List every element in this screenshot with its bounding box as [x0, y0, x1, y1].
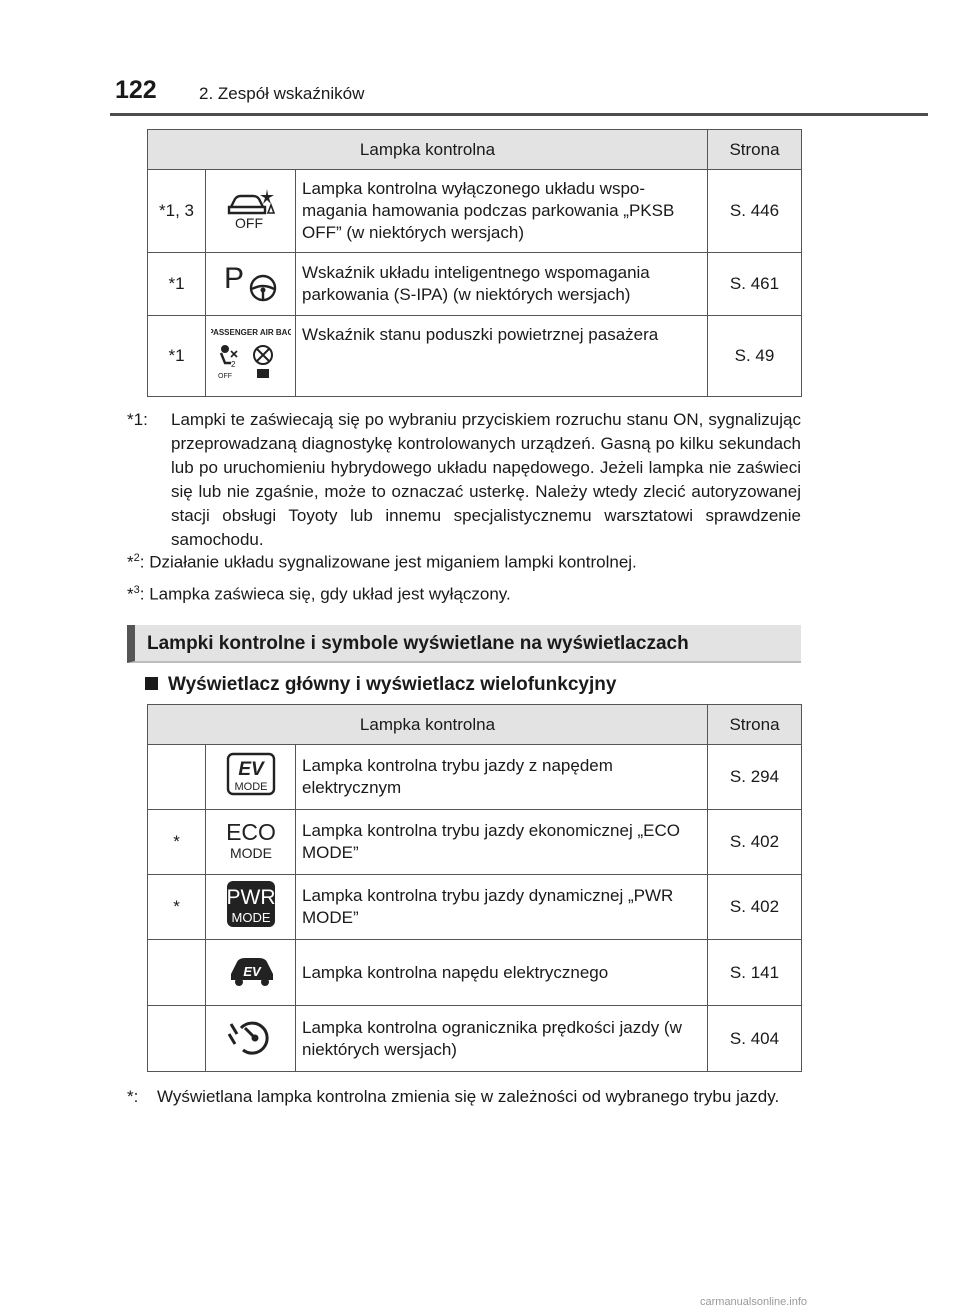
page-number: 122 — [115, 76, 157, 104]
lamp-description: Lampka kontrolna wyłączonego układu wspo-magania hamowania podczas parkowania „PKSB OFF” (w niektórych wersjach) — [296, 170, 708, 253]
eco-mode-icon — [206, 810, 296, 875]
column-header-lamp: Lampka kontrolna — [148, 130, 708, 170]
footnote-mark: *1, 3 — [148, 170, 206, 253]
table-row — [148, 170, 802, 253]
page-reference: S. 294 — [708, 745, 802, 810]
footnote-mode — [127, 1085, 801, 1109]
subsection-title: Wyświetlacz główny i wyświetlacz wielofunkcyjny — [168, 674, 617, 695]
footnote-3: *$^3$: Lampka zaświeca się, gdy układ jest wyłączony. — [127, 584, 511, 604]
airbag-label: PASSENGER AIR BAG — [210, 328, 291, 337]
lamp-description: Lampka kontrolna ogranicznika prędkości jazdy (w niektórych wersjach) — [296, 1006, 708, 1072]
page-reference: S. 402 — [708, 810, 802, 875]
footnote-mark: *1 — [148, 253, 206, 316]
indicator-table-2 — [147, 704, 802, 1072]
footnote-mark: *1: — [127, 410, 148, 429]
footnote-text: : Działanie układu sygnalizowane jest miganiem lampki kontrolnej. — [139, 552, 637, 572]
footnote-mark — [148, 940, 206, 1006]
section-title: Lampki kontrolne i symbole wyświetlane na wyświetlaczach — [147, 633, 689, 654]
table-row — [148, 253, 802, 316]
lamp-description: Lampka kontrolna napędu elektrycznego — [296, 940, 708, 1006]
airbag-off-label: OFF — [217, 373, 232, 380]
svg-text:MODE: MODE — [231, 910, 270, 925]
page-reference: S. 141 — [708, 940, 802, 1006]
lamp-description: Lampka kontrolna trybu jazdy ekonomicznej „ECO MODE” — [296, 810, 708, 875]
ev-mode-icon — [206, 745, 296, 810]
table-row — [148, 940, 802, 1006]
footnote-mark: *1 — [148, 316, 206, 397]
footnote-mark: * — [148, 875, 206, 940]
column-header-lamp: Lampka kontrolna — [148, 705, 708, 745]
pksb-off-label: OFF — [234, 215, 263, 231]
square-bullet-icon — [145, 677, 158, 690]
svg-text:ECO: ECO — [225, 819, 276, 845]
svg-text:2: 2 — [230, 360, 235, 369]
subsection-heading — [145, 674, 616, 696]
column-header-page: Strona — [708, 130, 802, 170]
lamp-description: Lampka kontrolna trybu jazdy z napędem elektrycznym — [296, 745, 708, 810]
s-ipa-parking-icon — [206, 253, 296, 316]
svg-text:MODE: MODE — [234, 781, 267, 793]
page-reference: S. 49 — [708, 316, 802, 397]
footnote-text: Wyświetlana lampka kontrolna zmienia się w zależności od wybranego trybu jazdy. — [157, 1087, 780, 1106]
page-header — [0, 0, 960, 120]
page-reference: S. 461 — [708, 253, 802, 316]
ev-drive-icon — [206, 940, 296, 1006]
footnote-text: Lampki te zaświecają się po wybraniu przyciskiem rozruchu stanu ON, sygnalizując przeprowadzaną diagnostykę kontrolowanych urządzeń. Gasną po kilku sekundach lub po uruchomieniu hybrydowego układu napędowego. Jeżeli lampka nie zaświeci się lub nie zgaśnie, może to oznaczać usterkę. Należy wtedy zlecić autoryzowanej stacji obsługi Toyoty lub innemu specjalistycznemu warsztatowi sprawdzenie samochodu. — [171, 410, 801, 549]
lamp-description: Wskaźnik stanu poduszki powietrznej pasażera — [296, 316, 708, 397]
speed-limiter-icon — [206, 1006, 296, 1072]
page-reference: S. 404 — [708, 1006, 802, 1072]
svg-text:MODE: MODE — [229, 845, 272, 861]
table-row — [148, 810, 802, 875]
parking-letter: P — [223, 262, 244, 295]
footnote-1 — [127, 408, 801, 552]
header-rule — [110, 113, 928, 116]
footnote-mark: *: — [127, 1087, 139, 1106]
page-reference: S. 402 — [708, 875, 802, 940]
column-header-page: Strona — [708, 705, 802, 745]
pwr-mode-icon — [206, 875, 296, 940]
footnote-mark — [148, 1006, 206, 1072]
indicator-table-1 — [147, 129, 802, 397]
lamp-description: Wskaźnik układu inteligentnego wspomagania parkowania (S-IPA) (w niektórych wersjach) — [296, 253, 708, 316]
section-heading — [127, 625, 801, 663]
pksb-off-icon — [206, 170, 296, 253]
page-reference: S. 446 — [708, 170, 802, 253]
table-row — [148, 316, 802, 397]
svg-text:PWR: PWR — [226, 886, 275, 909]
footnote-mark — [148, 745, 206, 810]
table-row — [148, 1006, 802, 1072]
watermark: carmanualsonline.info — [700, 1296, 808, 1308]
svg-text:EV: EV — [237, 759, 264, 780]
svg-text:EV: EV — [242, 963, 261, 979]
footnote-text: : Lampka zaświeca się, gdy układ jest wyłączony. — [139, 584, 511, 604]
table-row — [148, 875, 802, 940]
chapter-title: 2. Zespół wskaźników — [199, 84, 365, 103]
footnote-mark: * — [148, 810, 206, 875]
lamp-description: Lampka kontrolna trybu jazdy dynamicznej „PWR MODE” — [296, 875, 708, 940]
table-row — [148, 745, 802, 810]
footnote-2: *$^2$: Działanie układu sygnalizowane jest miganiem lampki kontrolnej. — [127, 552, 637, 572]
passenger-airbag-icon — [206, 316, 296, 397]
